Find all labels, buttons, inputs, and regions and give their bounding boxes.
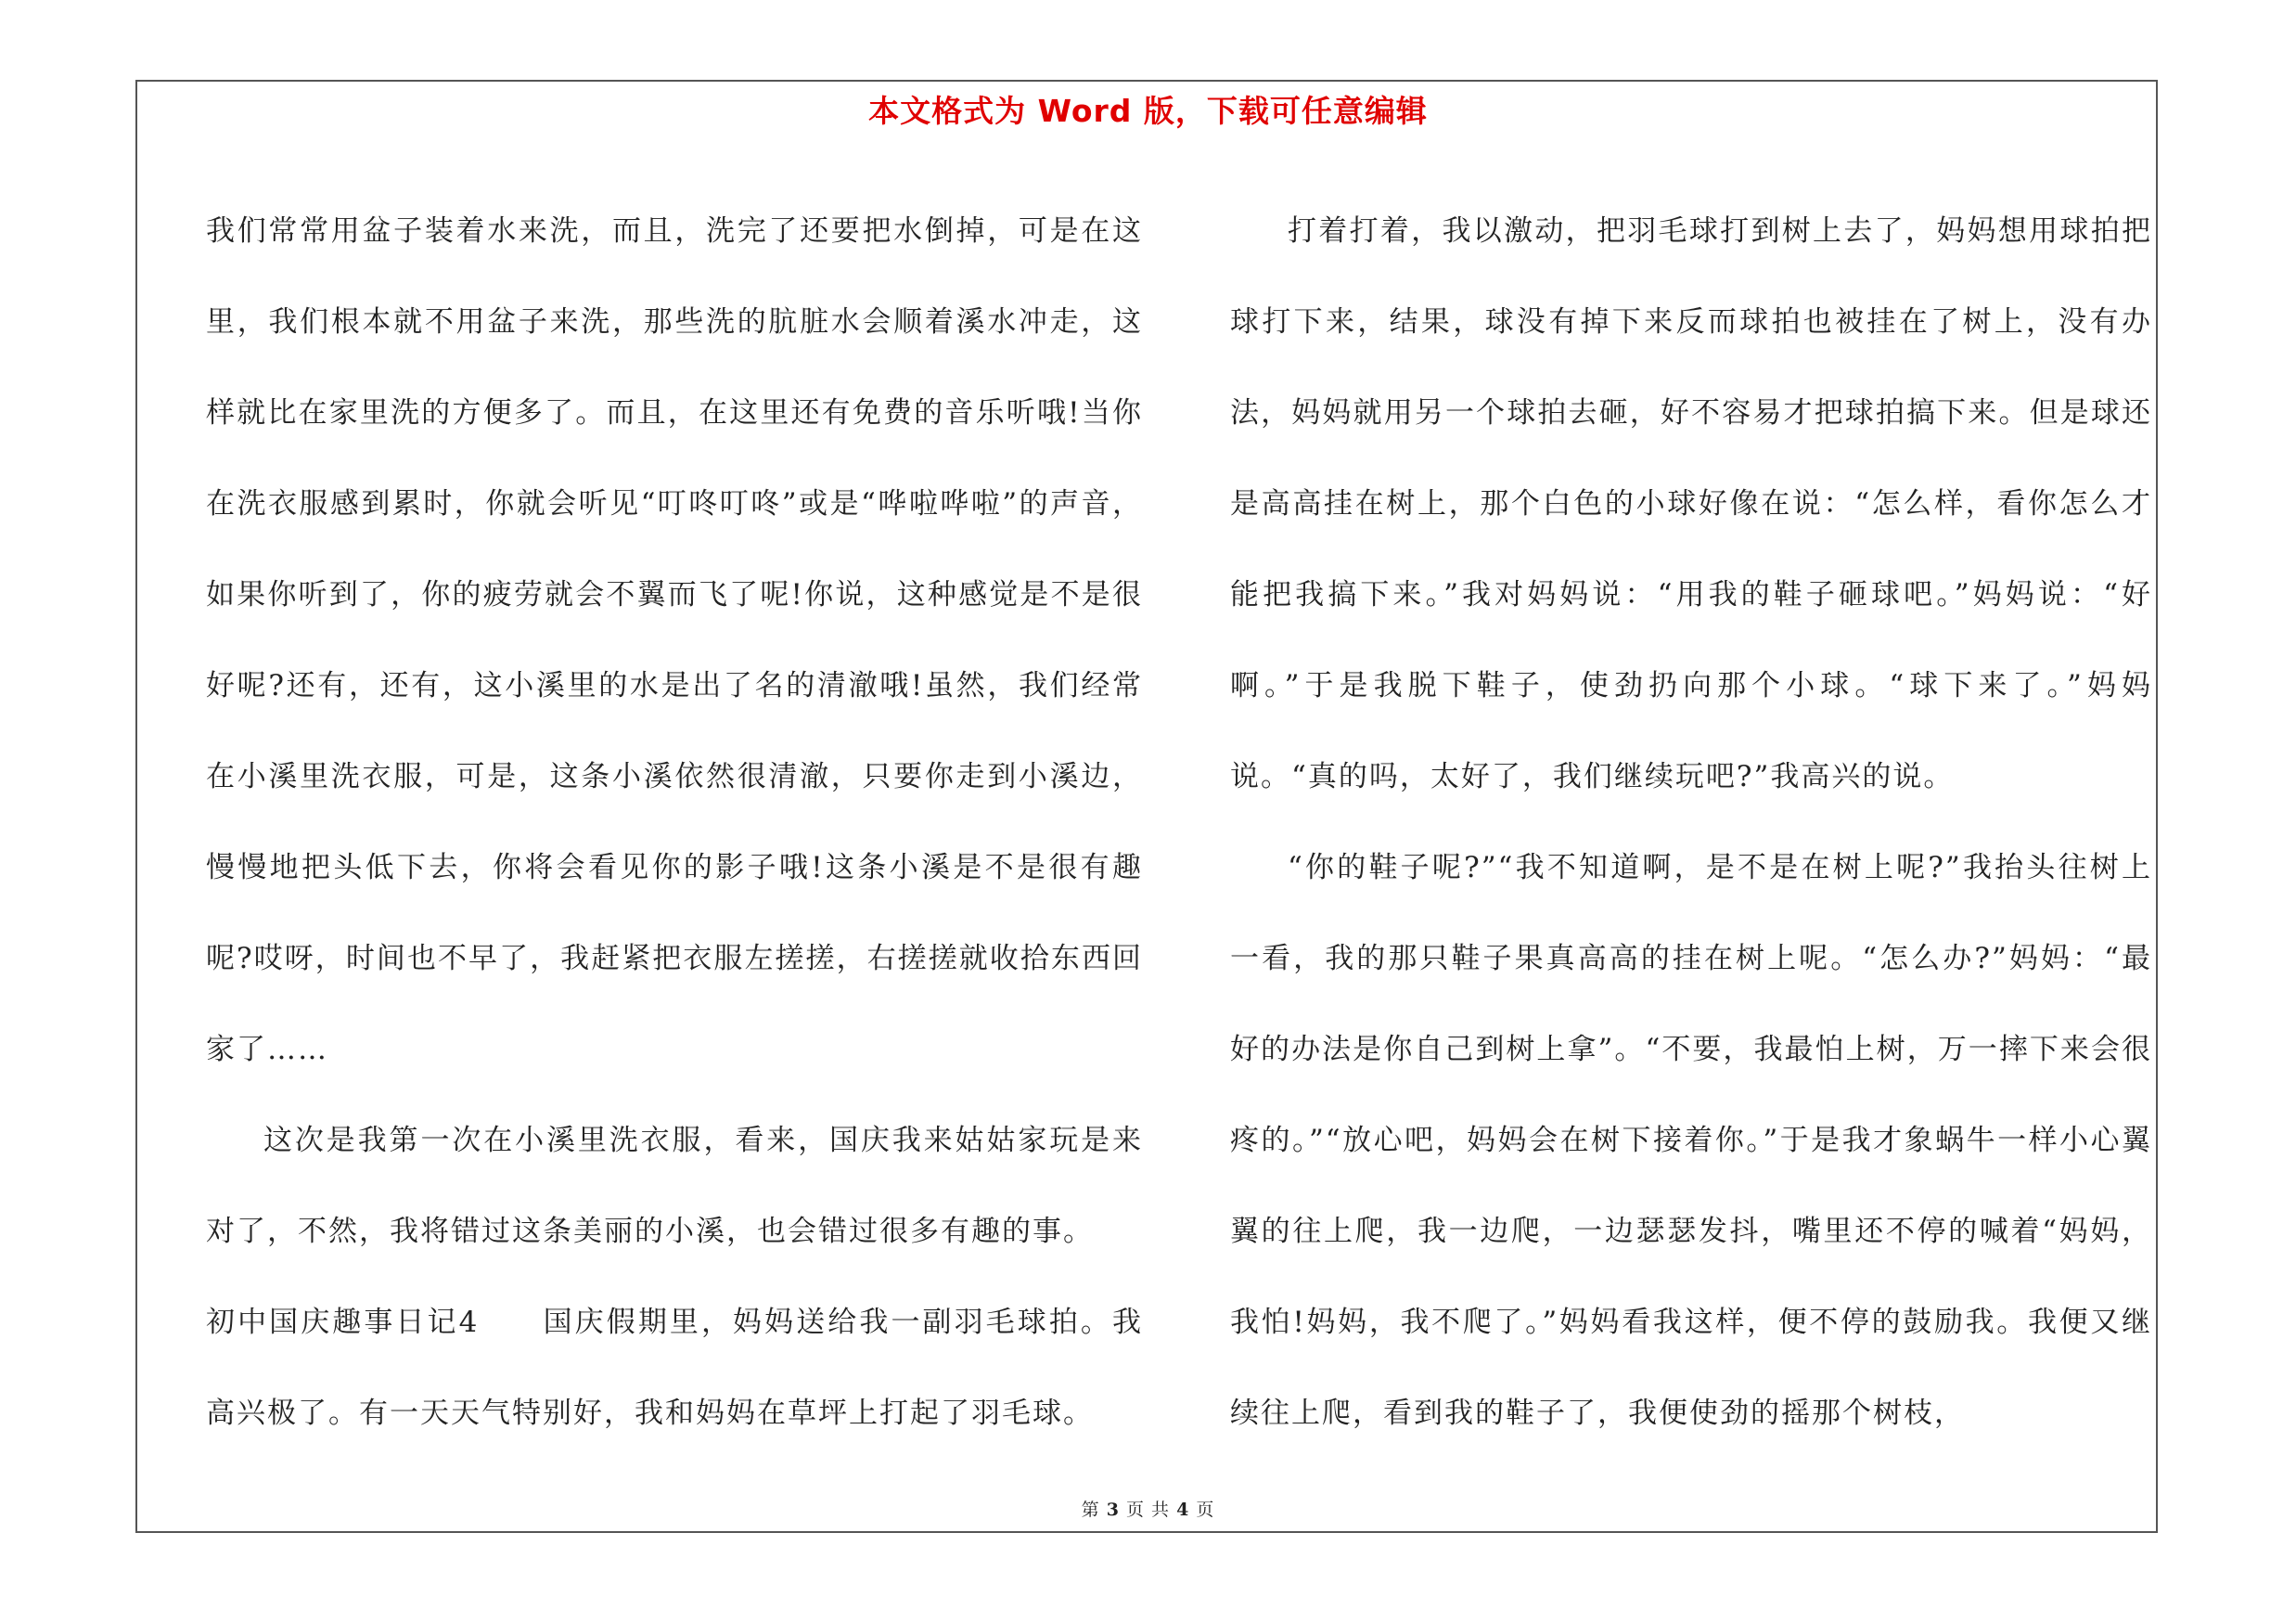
footer-suffix: 页 [1196, 1500, 1215, 1520]
footer-middle: 页 共 [1125, 1500, 1171, 1520]
total-pages-number: 4 [1176, 1500, 1190, 1520]
left-column [206, 186, 1143, 1459]
right-column [1230, 186, 2152, 1459]
left-paragraph-3: 初中国庆趣事日记4 国庆假期里，妈妈送给我一副羽毛球拍。我高兴极了。有一天天气特别好，我和妈妈在草坪上打起了羽毛球。 [206, 1306, 1143, 1430]
page-footer [0, 1496, 2296, 1521]
format-banner: 本文格式为 Word 版，下载可任意编辑 [868, 93, 1428, 129]
current-page-number: 3 [1106, 1500, 1120, 1520]
left-paragraph-2: 这次是我第一次在小溪里洗衣服，看来，国庆我来姑姑家玩是来对了，不然，我将错过这条美丽的小溪，也会错过很多有趣的事。 [206, 1124, 1143, 1248]
footer-prefix: 第 [1081, 1500, 1100, 1520]
right-paragraph-2: “你的鞋子呢?”“我不知道啊，是不是在树上呢?”我抬头往树上一看，我的那只鞋子果真高高的挂在树上呢。“怎么办?”妈妈：“最好的办法是你自己到树上拿”。“不要，我最怕上树，万一摔下来会很疼的。”“放心吧，妈妈会在树下接着你。”于是我才象蜗牛一样小心翼翼的往上爬，我一边爬，一边瑟瑟发抖，嘴里还不停的喊着“妈妈，我怕!妈妈，我不爬了。”妈妈看我这样，便不停的鼓励我。我便又继续往上爬，看到我的鞋子了，我便使劲的摇那个树枝， [1230, 851, 2152, 1430]
left-paragraph-1: 我们常常用盆子装着水来洗，而且，洗完了还要把水倒掉，可是在这里，我们根本就不用盆子来洗，那些洗的肮脏水会顺着溪水冲走，这样就比在家里洗的方便多了。而且，在这里还有免费的音乐听哦!当你在洗衣服感到累时，你就会听见“叮咚叮咚”或是“哗啦哗啦”的声音，如果你听到了，你的疲劳就会不翼而飞了呢!你说，这种感觉是不是很好呢?还有，还有，这小溪里的水是出了名的清澈哦!虽然，我们经常在小溪里洗衣服，可是，这条小溪依然很清澈，只要你走到小溪边，慢慢地把头低下去，你将会看见你的影子哦!这条小溪是不是很有趣呢?哎呀，时间也不早了，我赶紧把衣服左搓搓，右搓搓就收拾东西回家了…… [206, 214, 1143, 1066]
right-paragraph-1: 打着打着，我以激动，把羽毛球打到树上去了，妈妈想用球拍把球打下来，结果，球没有掉下来反而球拍也被挂在了树上，没有办法，妈妈就用另一个球拍去砸，好不容易才把球拍搞下来。但是球还是高高挂在树上，那个白色的小球好像在说：“怎么样，看你怎么才能把我搞下来。”我对妈妈说：“用我的鞋子砸球吧。”妈妈说：“好啊。”于是我脱下鞋子，使劲扔向那个小球。“球下来了。”妈妈说。“真的吗，太好了，我们继续玩吧?”我高兴的说。 [1230, 214, 2152, 793]
